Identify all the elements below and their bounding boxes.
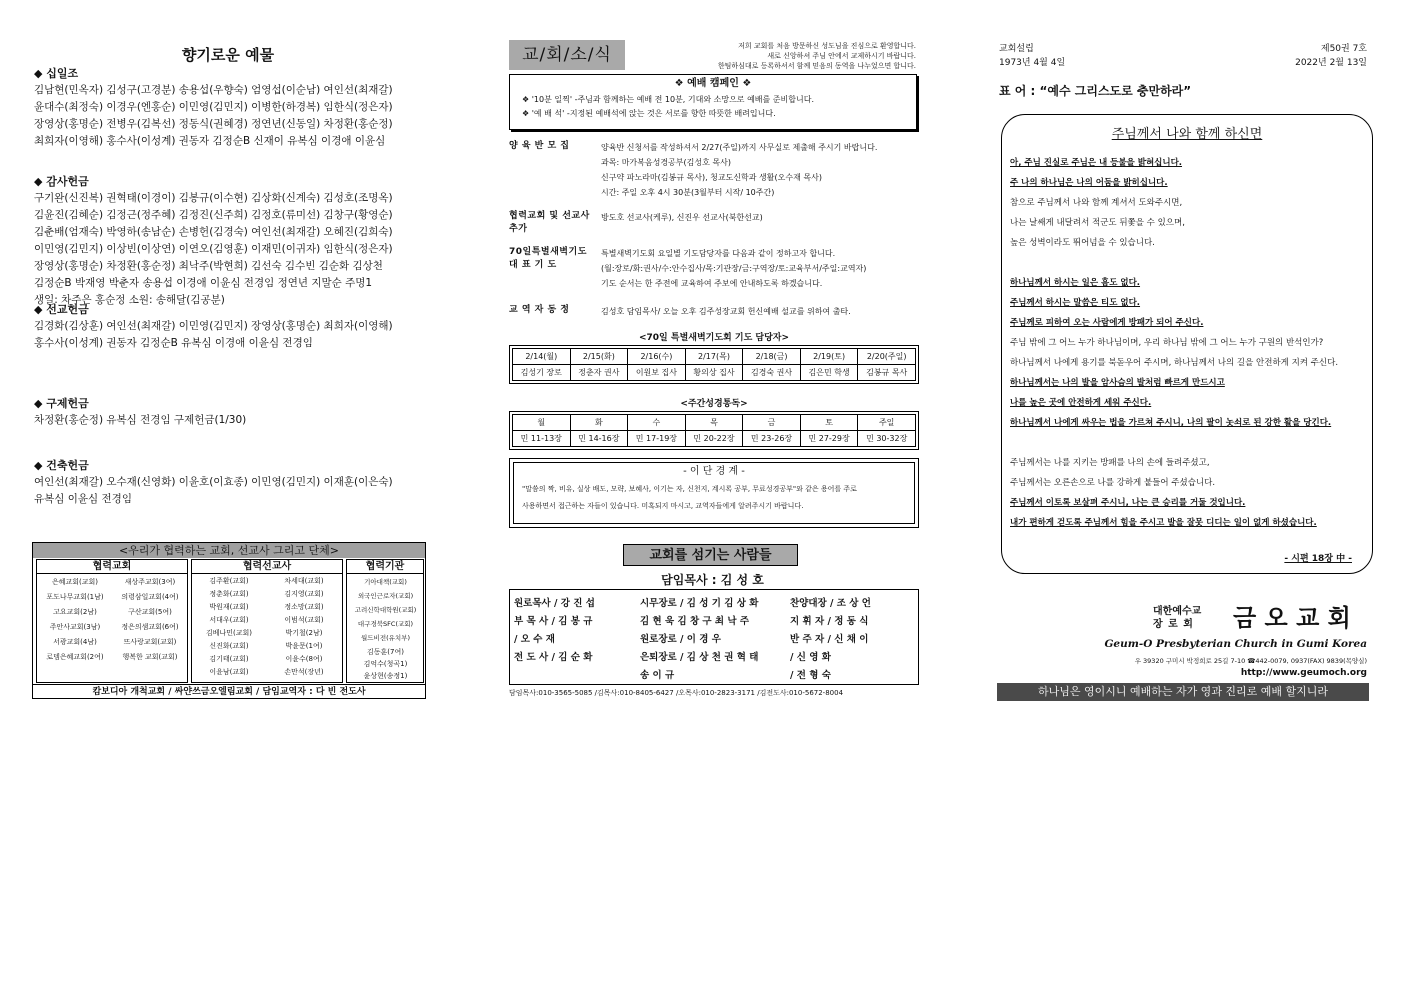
- reading-day: 주일: [858, 415, 916, 431]
- servants-cell: 원로장로 / 이 경 우: [640, 634, 721, 645]
- coop-org-item: 윤상현(송정1): [363, 672, 408, 680]
- coop-org-box: [346, 559, 424, 683]
- prayer-name: 김봉규 목사: [858, 365, 916, 381]
- reading-day: 금: [743, 415, 801, 431]
- servants-cell: / 전 형 숙: [790, 670, 831, 681]
- poem-line: 하나님께서 하시는 일은 흠도 없다.: [1010, 278, 1141, 288]
- section-heading: ◆ 선교헌금: [34, 303, 89, 316]
- section-line: 김경화(김상훈) 여인선(최재갈) 이민영(김민지) 장영상(홍명순) 최희자(이영해): [34, 320, 393, 332]
- reading-value: 민 14-16장: [570, 431, 628, 447]
- coop-header-org: 협력기관: [347, 560, 423, 574]
- section-line: 이민영(김민지) 이상빈(이상연) 이연오(김영훈) 이재민(이귀자) 임한식(정은자): [34, 243, 393, 255]
- servants-row: [514, 593, 914, 611]
- news-body: [601, 140, 919, 200]
- poem-line: 아, 주님 진실로 주님은 내 등불을 밝혀십니다.: [1010, 158, 1183, 168]
- founded-date: 1973년 4월 4일: [999, 58, 1066, 68]
- section-heading: ◆ 십일조: [34, 67, 79, 80]
- coop-missionary-box: [191, 559, 343, 683]
- coop-org-item: 기아대책(교회): [364, 578, 407, 586]
- coop-missionary-item: 이윤남(교회): [209, 668, 249, 676]
- poem-line: [1010, 253, 1370, 273]
- coop-org-list-b: [348, 646, 423, 682]
- prayer-table-box: [509, 345, 919, 384]
- coop-header-missionary: 협력선교사: [192, 560, 342, 574]
- reading-title: <주간성경통독>: [680, 399, 748, 409]
- prayer-name: 황의상 집사: [685, 365, 743, 381]
- reading-value: 민 27-29장: [800, 431, 858, 447]
- coop-church-item: 로뎀은혜교회(2여): [46, 653, 104, 661]
- coop-org-item: 김억수(청곡1): [363, 660, 408, 668]
- coop-missionary-item: 김베나민(교회): [205, 629, 253, 637]
- section-line: 유복심 이윤심 전경임: [34, 493, 132, 505]
- coop-org-item: 월드비전(유치부): [360, 634, 411, 642]
- poem-line: 주님께서는 오른손으로 나를 강하게 붙들어 주셨습니다.: [1010, 478, 1216, 488]
- news-tag: 교/회/소/식: [509, 40, 625, 70]
- poem-line: 주님께서 하시는 말씀은 티도 없다.: [1010, 298, 1141, 308]
- heresy-line: 사용하면서 접근하는 자들이 있습니다. 미혹되지 마시고, 교역자들에게 알려주시기 바랍니다.: [522, 502, 804, 510]
- poem-box: [1001, 114, 1373, 574]
- poem-reference: - 시편 18장 中 -: [1284, 554, 1352, 564]
- campaign-line: ❖ '예 배 석' -지정된 예배석에 앉는 것은 서로를 향한 따뜻한 배려입니다.: [522, 109, 776, 118]
- section-line: 김춘배(엄재숙) 박영하(송남순) 손병헌(김경숙) 여인선(최재갈) 오혜진(김희숙): [34, 226, 393, 238]
- coop-box: [32, 542, 426, 699]
- campaign-line: ❖ '10분 일찍' -주님과 함께하는 예배 전 10분, 기대와 소망으로 예배를 준비합니다.: [522, 95, 814, 104]
- servants-cell: 은퇴장로 / 김 상 천 권 혁 태: [640, 652, 759, 663]
- section-line: 차정환(홍순정) 유복심 전경임 구제헌금(1/30): [34, 414, 247, 426]
- denomination-line2: 장 로 회: [1153, 619, 1194, 630]
- prayer-day: 2/14(월): [513, 349, 571, 365]
- reading-value: 민 30-32장: [858, 431, 916, 447]
- coop-missionary-item: 김기태(교회): [209, 655, 249, 663]
- servants-row: [514, 665, 914, 683]
- section-line: 생일: 차주은 홍순정 소원: 송해달(김공분): [34, 294, 225, 306]
- poem-line: 하나님께서는 나의 발을 암사슴의 발처럼 빠르게 만드시고: [1010, 378, 1225, 388]
- news-label: 70일특별새벽기도 대 표 기 도: [509, 247, 587, 270]
- offering-section: [34, 396, 246, 429]
- offering-title: 향기로운 예물: [181, 46, 275, 64]
- section-line: 구기완(신진복) 권혁태(이경이) 김봉규(이수현) 김상화(신계숙) 김성호(조명옥): [34, 192, 393, 204]
- coop-missionary-item: 박기철(2남): [285, 629, 323, 637]
- coop-org-item: 외국인근로자(교회): [357, 592, 414, 600]
- poem-line: 주님께로 피하여 오는 사람에게 방패가 되어 주신다.: [1010, 318, 1204, 328]
- reading-table-box: [509, 411, 919, 450]
- section-heading: ◆ 구제헌금: [34, 397, 89, 410]
- servants-cell: 지 휘 자 / 정 동 식: [790, 616, 869, 627]
- poem-line: [1010, 433, 1370, 453]
- motto: 표 어 : “예수 그리스도로 충만하라”: [999, 84, 1192, 98]
- coop-church-item: 구산교회(5여): [128, 608, 172, 616]
- news-line: 신구약 파노라마(김봉규 목사), 청교도신학과 생활(오수재 목사): [601, 173, 822, 182]
- coop-missionary-item: 차세대(교회): [284, 577, 324, 585]
- welcome-text: [630, 41, 916, 71]
- servants-cell: 송 이 규: [640, 670, 675, 681]
- founded-label: 교회설립: [999, 44, 1034, 54]
- coop-missionary-item: 박원재(교회): [209, 603, 249, 611]
- left-column: [28, 0, 428, 992]
- servants-cell: 반 주 자 / 신 채 이: [790, 634, 869, 645]
- coop-church-list-a: [39, 575, 111, 665]
- coop-missionary-item: 이윤수(8여): [285, 655, 323, 663]
- poem-line: 참으로 주님께서 나와 함께 계셔서 도와주시면,: [1010, 198, 1183, 208]
- news-label: 양 육 반 모 집: [509, 141, 570, 151]
- campaign-box: [509, 74, 917, 130]
- prayer-day: 2/19(토): [800, 349, 858, 365]
- news-line: 양육반 신청서를 작성하셔서 2/27(주일)까지 사무실로 제출해 주시기 바랍니다.: [601, 143, 878, 152]
- poem-line: 주 나의 하나님은 나의 어둠을 밝히십니다.: [1010, 178, 1168, 188]
- heresy-title: - 이 단 경 계 -: [683, 466, 745, 477]
- reading-value: 민 11-13장: [513, 431, 571, 447]
- section-line: 장영상(홍명순) 차정환(홍순정) 최낙주(박현희) 김선숙 김수빈 김순화 김상천: [34, 260, 383, 272]
- coop-header-church: 협력교회: [37, 560, 187, 574]
- coop-church-item: 포도나무교회(1남): [46, 593, 104, 601]
- servants-cell: 원로목사 / 강 진 섭: [514, 598, 595, 609]
- servants-cell: / 신 영 화: [790, 652, 831, 663]
- church-name: 금 오 교 회: [1233, 604, 1351, 632]
- servants-cell: / 오 수 재: [514, 634, 555, 645]
- servants-box: [509, 589, 919, 685]
- contacts-line: 담임목사:010-3565-5085 /김목사:010-8405-6427 /오목사:010-2823-3171 /김전도사:010-5672-8004: [509, 689, 844, 697]
- news-line: 과목: 마가복음성경공부(김성호 목사): [601, 158, 731, 167]
- section-line: 홍수사(이성계) 권동자 김정순B 유복심 이경애 이윤심 전경임: [34, 337, 313, 349]
- news-line: (월:장로/화:권사/수:안수집사/목:기관장/금:구역장/토:교육부서/주일:교역자): [601, 264, 867, 273]
- coop-church-item: 은혜교회(교회): [51, 578, 99, 586]
- servants-row: [514, 611, 914, 629]
- servants-rows: [510, 590, 918, 686]
- news-label: 협력교회 및 선교사 추가: [509, 211, 590, 234]
- offering-section: [34, 302, 393, 352]
- offering-section: [34, 66, 393, 150]
- church-address: 우 39320 구미시 박정희로 25길 7-10 ☎442-0079, 0937(FAX) 9839(목양실): [1134, 657, 1367, 665]
- servants-cell: 부 목 사 / 김 봉 규: [514, 616, 593, 627]
- servants-cell: 시무장로 / 김 성 기 김 상 화: [640, 598, 759, 609]
- coop-missionary-item: 박윤문(1여): [285, 642, 323, 650]
- reading-day: 수: [628, 415, 686, 431]
- right-column: [993, 0, 1373, 992]
- news-label: 교 역 자 동 정: [509, 305, 570, 315]
- poem-line: 높은 성벽이라도 뛰어넘을 수 있습니다.: [1010, 238, 1155, 248]
- welcome-line: 한팀하심대로 등록하셔서 함께 믿음의 동역을 나누었으면 합니다.: [717, 62, 916, 70]
- prayer-day: 2/15(화): [570, 349, 628, 365]
- news-line: 방도호 선교사(케루), 신진우 선교사(북한선교): [601, 213, 763, 222]
- coop-church-item: 정은의샘교회(6여): [121, 623, 179, 631]
- servants-row: [514, 647, 914, 665]
- servants-cell: 김 현 욱 김 창 구 최 낙 주: [640, 616, 750, 627]
- coop-church-item: 주안사교회(3남): [49, 623, 101, 631]
- coop-church-item: 새상주교회(3여): [124, 578, 176, 586]
- coop-org-list-a: [348, 575, 423, 645]
- news-body: [601, 304, 919, 319]
- section-line: 최희자(이영해) 홍수사(이성계) 권동자 김정순B 신재이 유복심 이경애 이윤심: [34, 135, 386, 147]
- poem-line: 주님께서 이토록 보살펴 주시니, 나는 큰 승리를 거둘 것입니다.: [1010, 498, 1246, 508]
- coop-missionary-item: 서대우(교회): [209, 616, 249, 624]
- prayer-name: 김은민 학생: [800, 365, 858, 381]
- reading-day: 목: [685, 415, 743, 431]
- coop-church-item: 행복한 교회(교회): [122, 653, 178, 661]
- poem-line: 나는 날쌔게 내달려서 적군도 뒤쫓을 수 있으며,: [1010, 218, 1185, 228]
- section-heading: ◆ 건축헌금: [34, 459, 89, 472]
- campaign-title: ❖ 예배 캠페인 ❖: [674, 78, 752, 89]
- coop-missionary-item: 정춘화(교회): [209, 590, 249, 598]
- servants-title: 교회를 섬기는 사람들: [623, 544, 798, 566]
- issue-date: 2022년 2월 13일: [1295, 58, 1367, 68]
- section-heading: ◆ 감사헌금: [34, 175, 89, 188]
- poem-line: 주님 밖에 그 어느 누가 하나님이며, 우리 하나님 밖에 그 어느 누가 구원의 반석인가?: [1010, 338, 1324, 348]
- news-line: 기도 순서는 한 주전에 교육하여 주보에 안내하도록 하겠습니다.: [601, 279, 823, 288]
- church-website[interactable]: http://www.geumoch.org: [1240, 668, 1367, 678]
- prayer-day: 2/18(금): [743, 349, 801, 365]
- church-logo-block: [1143, 600, 1371, 630]
- denomination-line1: 대한예수교: [1153, 606, 1202, 617]
- offering-section: [34, 458, 393, 508]
- campaign-lines: [510, 93, 916, 121]
- welcome-line: 저희 교회를 처음 방문하신 성도님을 진심으로 환영합니다.: [738, 42, 916, 50]
- coop-missionary-item: 손만석(장년): [284, 668, 324, 676]
- heresy-line: "말씀의 짝, 비유, 실상 배도, 모략, 보혜사, 이기는 자, 신천지, 계시록 공부, 무료성경공부"와 같은 용어를 주로: [522, 485, 857, 493]
- volume-number: 제50권 7호: [1320, 44, 1367, 54]
- reading-day: 토: [800, 415, 858, 431]
- section-line: 여인선(최재갈) 오수재(신영화) 이윤호(이효종) 이민영(김민지) 이재훈(이은숙): [34, 476, 393, 488]
- section-line: 김정순B 박재영 박춘자 송용섭 이경애 이윤심 전경임 정연년 지말순 주명1: [34, 277, 373, 289]
- poem-lines: [1010, 153, 1370, 533]
- heresy-text: [514, 481, 914, 515]
- section-line: 윤대수(최정숙) 이경우(엔홍순) 이민영(김민지) 이병한(하경복) 임한식(정은자): [34, 101, 393, 113]
- news-line: 특별새벽기도회 요일별 기도담당자를 다음과 같이 정하고자 합니다.: [601, 249, 836, 258]
- english-name: Geum-O Presbyterian Church in Gumi Korea: [1104, 638, 1367, 650]
- servants-cell: 찬양대장 / 조 상 언: [790, 598, 871, 609]
- middle-column: [505, 0, 920, 992]
- servants-cell: 전 도 사 / 김 순 화: [514, 652, 593, 663]
- news-body: [601, 210, 919, 225]
- poem-line: 내가 편하게 걷도록 주님께서 힘을 주시고 발을 잘못 디디는 일이 없게 하셨습니다.: [1010, 518, 1317, 528]
- prayer-name: 이원보 집사: [628, 365, 686, 381]
- prayer-name: 정춘자 권사: [570, 365, 628, 381]
- coop-missionary-item: 정소망(교회): [284, 603, 324, 611]
- reading-value: 민 17-19장: [628, 431, 686, 447]
- heresy-box: [509, 458, 919, 528]
- coop-org-item: 김동훈(7여): [367, 648, 404, 656]
- coop-missionary-item: 이범석(교회): [284, 616, 324, 624]
- coop-missionary-item: 신진화(교회): [209, 642, 249, 650]
- servants-row: [514, 629, 914, 647]
- coop-footer: 캄보디아 개척교회 / 싸얀쓰금오엘림교회 / 담임교역자 : 다 빈 전도사: [33, 684, 425, 698]
- coop-missionary-list-a: [194, 575, 264, 679]
- poem-line: 주님께서는 나를 지키는 방패를 나의 손에 들려주셨고,: [1010, 458, 1210, 468]
- coop-church-list-b: [113, 575, 187, 665]
- poem-title: 주님께서 나와 함께 하신면: [1111, 127, 1263, 142]
- coop-missionary-list-b: [268, 575, 340, 679]
- coop-org-item: 대구경북SFC(교회): [357, 620, 414, 628]
- poem-line: 하나님께서 나에게 싸우는 법을 가르쳐 주시니, 나의 팔이 놋쇠로 된 강한 활을 당긴다.: [1010, 418, 1332, 428]
- prayer-day: 2/16(수): [628, 349, 686, 365]
- coop-banner: <우리가 협력하는 교회, 선교사 그리고 단체>: [33, 543, 425, 558]
- news-body: [601, 246, 919, 291]
- prayer-day: 2/17(목): [685, 349, 743, 365]
- coop-church-item: 뜨사랑교회(교회): [123, 638, 177, 646]
- coop-church-box: [36, 559, 188, 683]
- coop-missionary-item: 김주환(교회): [209, 577, 249, 585]
- reading-value: 민 20-22장: [685, 431, 743, 447]
- coop-org-item: 고려신학대학원(교회): [354, 606, 417, 614]
- reading-value: 민 23-26장: [743, 431, 801, 447]
- prayer-day: 2/20(주일): [858, 349, 916, 365]
- coop-missionary-item: 김지영(교회): [284, 590, 324, 598]
- section-line: 장영상(홍명순) 전병우(김복선) 정동식(권혜경) 정연년(신동일) 차정환(홍순정): [34, 118, 393, 130]
- pastor-line: 담임목사 : 김 성 호: [661, 573, 764, 587]
- welcome-line: 새로 신앙하셔 주님 안에서 교제하시기 바랍니다.: [767, 52, 916, 60]
- section-line: 김남현(민옥자) 김성구(고경분) 송용섭(우향숙) 엄영섭(이순남) 여인선(최재갈): [34, 84, 393, 96]
- poem-line: 나를 높은 곳에 안전하게 세워 주신다.: [1010, 398, 1152, 408]
- offering-section: [34, 174, 393, 309]
- prayer-name: 김경숙 권사: [743, 365, 801, 381]
- coop-church-item: 의령삼일교회(4여): [121, 593, 179, 601]
- reading-day: 화: [570, 415, 628, 431]
- coop-church-item: 서광교회(4남): [53, 638, 97, 646]
- prayer-title: <70일 특별새벽기도회 기도 담당자>: [638, 333, 790, 343]
- slogan-banner: 하나님은 영이시니 예배하는 자가 영과 진리로 예배 할지니라: [997, 683, 1369, 701]
- poem-line: 하나님께서 나에게 용기를 북돋우어 주시며, 하나님께서 나의 길을 안전하게 지켜 주신다.: [1010, 358, 1339, 368]
- reading-day: 월: [513, 415, 571, 431]
- coop-church-item: 고요교회(2남): [53, 608, 97, 616]
- news-line: 김성호 담임목사/ 오늘 오후 김주성장교회 헌신예배 설교를 위하여 출타.: [601, 307, 851, 316]
- news-line: 시간: 주일 오후 4시 30분(3월부터 시작/ 10주간): [601, 188, 775, 197]
- prayer-name: 김성기 장로: [513, 365, 571, 381]
- section-line: 김윤진(김혜순) 김정근(정주혜) 김정진(신주희) 김정호(류미선) 김창구(황영순): [34, 209, 393, 221]
